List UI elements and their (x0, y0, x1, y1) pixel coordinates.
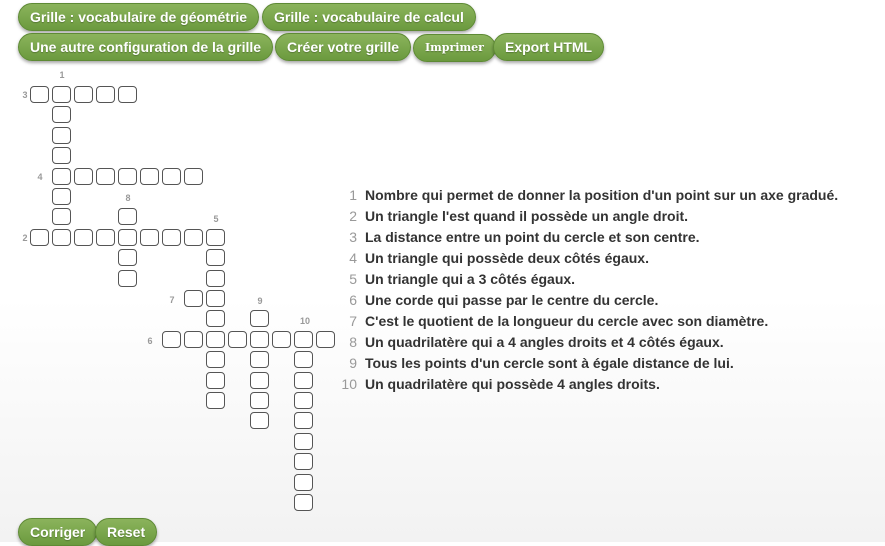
clue-number: 3 (349, 229, 357, 245)
clue-number: 4 (349, 250, 357, 266)
other-config-button[interactable]: Une autre configuration de la grille (18, 33, 273, 61)
grid-cell[interactable] (294, 474, 313, 491)
grid-cell[interactable] (250, 331, 269, 348)
grid-cell[interactable] (250, 372, 269, 389)
grid-cell[interactable] (294, 372, 313, 389)
grid-cell[interactable] (52, 188, 71, 205)
clue-item (340, 248, 880, 269)
grid-cell[interactable] (294, 392, 313, 409)
grid-cell[interactable] (294, 453, 313, 470)
grid-cell[interactable] (206, 249, 225, 266)
grid-number-9: 9 (257, 296, 263, 306)
reset-button[interactable]: Reset (95, 518, 157, 546)
clue-number: 6 (349, 292, 357, 308)
grid-number-8: 8 (125, 193, 131, 203)
grid-cell[interactable] (294, 351, 313, 368)
grid-number-5: 5 (213, 214, 219, 224)
grid-cell[interactable] (316, 331, 335, 348)
clue-text: Nombre qui permet de donner la position d'un point sur un axe gradué. (365, 187, 839, 203)
grid-cell[interactable] (52, 106, 71, 123)
clue-item (340, 353, 880, 374)
crossword-grid (0, 0, 340, 520)
create-grid-button[interactable]: Créer votre grille (275, 33, 411, 61)
grid-cell[interactable] (52, 168, 71, 185)
grid-cell[interactable] (206, 310, 225, 327)
grid-number-10: 10 (299, 316, 310, 326)
grid-number-7: 7 (169, 295, 175, 305)
clue-text: Un quadrilatère qui a 4 angles droits et 4 côtés égaux. (365, 334, 724, 350)
grid-cell[interactable] (294, 433, 313, 450)
grid-cell[interactable] (74, 168, 93, 185)
grid-cell[interactable] (206, 290, 225, 307)
clue-text: Tous les points d'un cercle sont à égale distance de lui. (365, 355, 734, 371)
clue-text: C'est le quotient de la longueur du cercle avec son diamètre. (365, 313, 769, 329)
grid-number-2: 2 (22, 233, 28, 243)
clue-item (340, 374, 880, 395)
grid-cell[interactable] (96, 229, 115, 246)
clue-item (340, 311, 880, 332)
grid-cell[interactable] (272, 331, 291, 348)
export-html-button[interactable]: Export HTML (493, 33, 604, 61)
grid-cell[interactable] (250, 351, 269, 368)
grid-cell[interactable] (96, 86, 115, 103)
grid-cell[interactable] (184, 331, 203, 348)
grid-cell[interactable] (162, 229, 181, 246)
grid-cell[interactable] (118, 229, 137, 246)
grid-cell[interactable] (206, 229, 225, 246)
clue-number: 9 (349, 355, 357, 371)
grid-cell[interactable] (74, 229, 93, 246)
clue-number: 5 (349, 271, 357, 287)
grid-cell[interactable] (118, 249, 137, 266)
clue-text: Un triangle l'est quand il possède un angle droit. (365, 208, 689, 224)
grid-cell[interactable] (30, 229, 49, 246)
grid-cell[interactable] (250, 310, 269, 327)
grid-cell[interactable] (118, 86, 137, 103)
grid-cell[interactable] (184, 229, 203, 246)
grid-cell[interactable] (52, 127, 71, 144)
clue-number: 1 (349, 187, 357, 203)
print-button[interactable]: Imprimer (413, 34, 496, 62)
grid-cell[interactable] (294, 331, 313, 348)
clue-text: La distance entre un point du cercle et son centre. (365, 229, 700, 245)
grid-cell[interactable] (52, 147, 71, 164)
grid-cell[interactable] (206, 331, 225, 348)
clue-item (340, 332, 880, 353)
clue-list (340, 185, 880, 395)
grid-cell[interactable] (184, 290, 203, 307)
clue-number: 7 (349, 313, 357, 329)
grid-number-6: 6 (147, 336, 153, 346)
calcul-grid-button[interactable]: Grille : vocabulaire de calcul (262, 3, 476, 31)
geometry-grid-button[interactable]: Grille : vocabulaire de géométrie (18, 3, 259, 31)
grid-cell[interactable] (52, 229, 71, 246)
grid-cell[interactable] (52, 86, 71, 103)
grid-number-4: 4 (37, 172, 43, 182)
clue-item (340, 185, 880, 206)
grid-cell[interactable] (294, 494, 313, 511)
grid-cell[interactable] (206, 351, 225, 368)
grid-cell[interactable] (74, 86, 93, 103)
grid-cell[interactable] (162, 331, 181, 348)
grid-cell[interactable] (294, 412, 313, 429)
grid-cell[interactable] (250, 392, 269, 409)
clue-item (340, 206, 880, 227)
clue-item (340, 290, 880, 311)
grid-cell[interactable] (30, 86, 49, 103)
clue-item (340, 269, 880, 290)
grid-cell[interactable] (206, 270, 225, 287)
grid-number-1: 1 (59, 70, 65, 80)
clue-number: 2 (349, 208, 357, 224)
grid-cell[interactable] (228, 331, 247, 348)
grid-cell[interactable] (118, 270, 137, 287)
check-button[interactable]: Corriger (18, 518, 97, 546)
clue-item (340, 227, 880, 248)
grid-number-3: 3 (22, 90, 28, 100)
grid-cell[interactable] (140, 229, 159, 246)
clue-number: 10 (341, 376, 357, 392)
grid-cell[interactable] (206, 372, 225, 389)
grid-cell[interactable] (118, 168, 137, 185)
clue-text: Une corde qui passe par le centre du cercle. (365, 292, 659, 308)
clue-text: Un quadrilatère qui possède 4 angles droits. (365, 376, 660, 392)
grid-cell[interactable] (184, 168, 203, 185)
grid-cell[interactable] (250, 412, 269, 429)
grid-cell[interactable] (206, 392, 225, 409)
grid-cell[interactable] (52, 208, 71, 225)
grid-cell[interactable] (96, 168, 115, 185)
grid-cell[interactable] (118, 208, 137, 225)
grid-cell[interactable] (140, 168, 159, 185)
clue-text: Un triangle qui possède deux côtés égaux. (365, 250, 649, 266)
grid-cell[interactable] (162, 168, 181, 185)
clue-number: 8 (349, 334, 357, 350)
clue-text: Un triangle qui a 3 côtés égaux. (365, 271, 576, 287)
